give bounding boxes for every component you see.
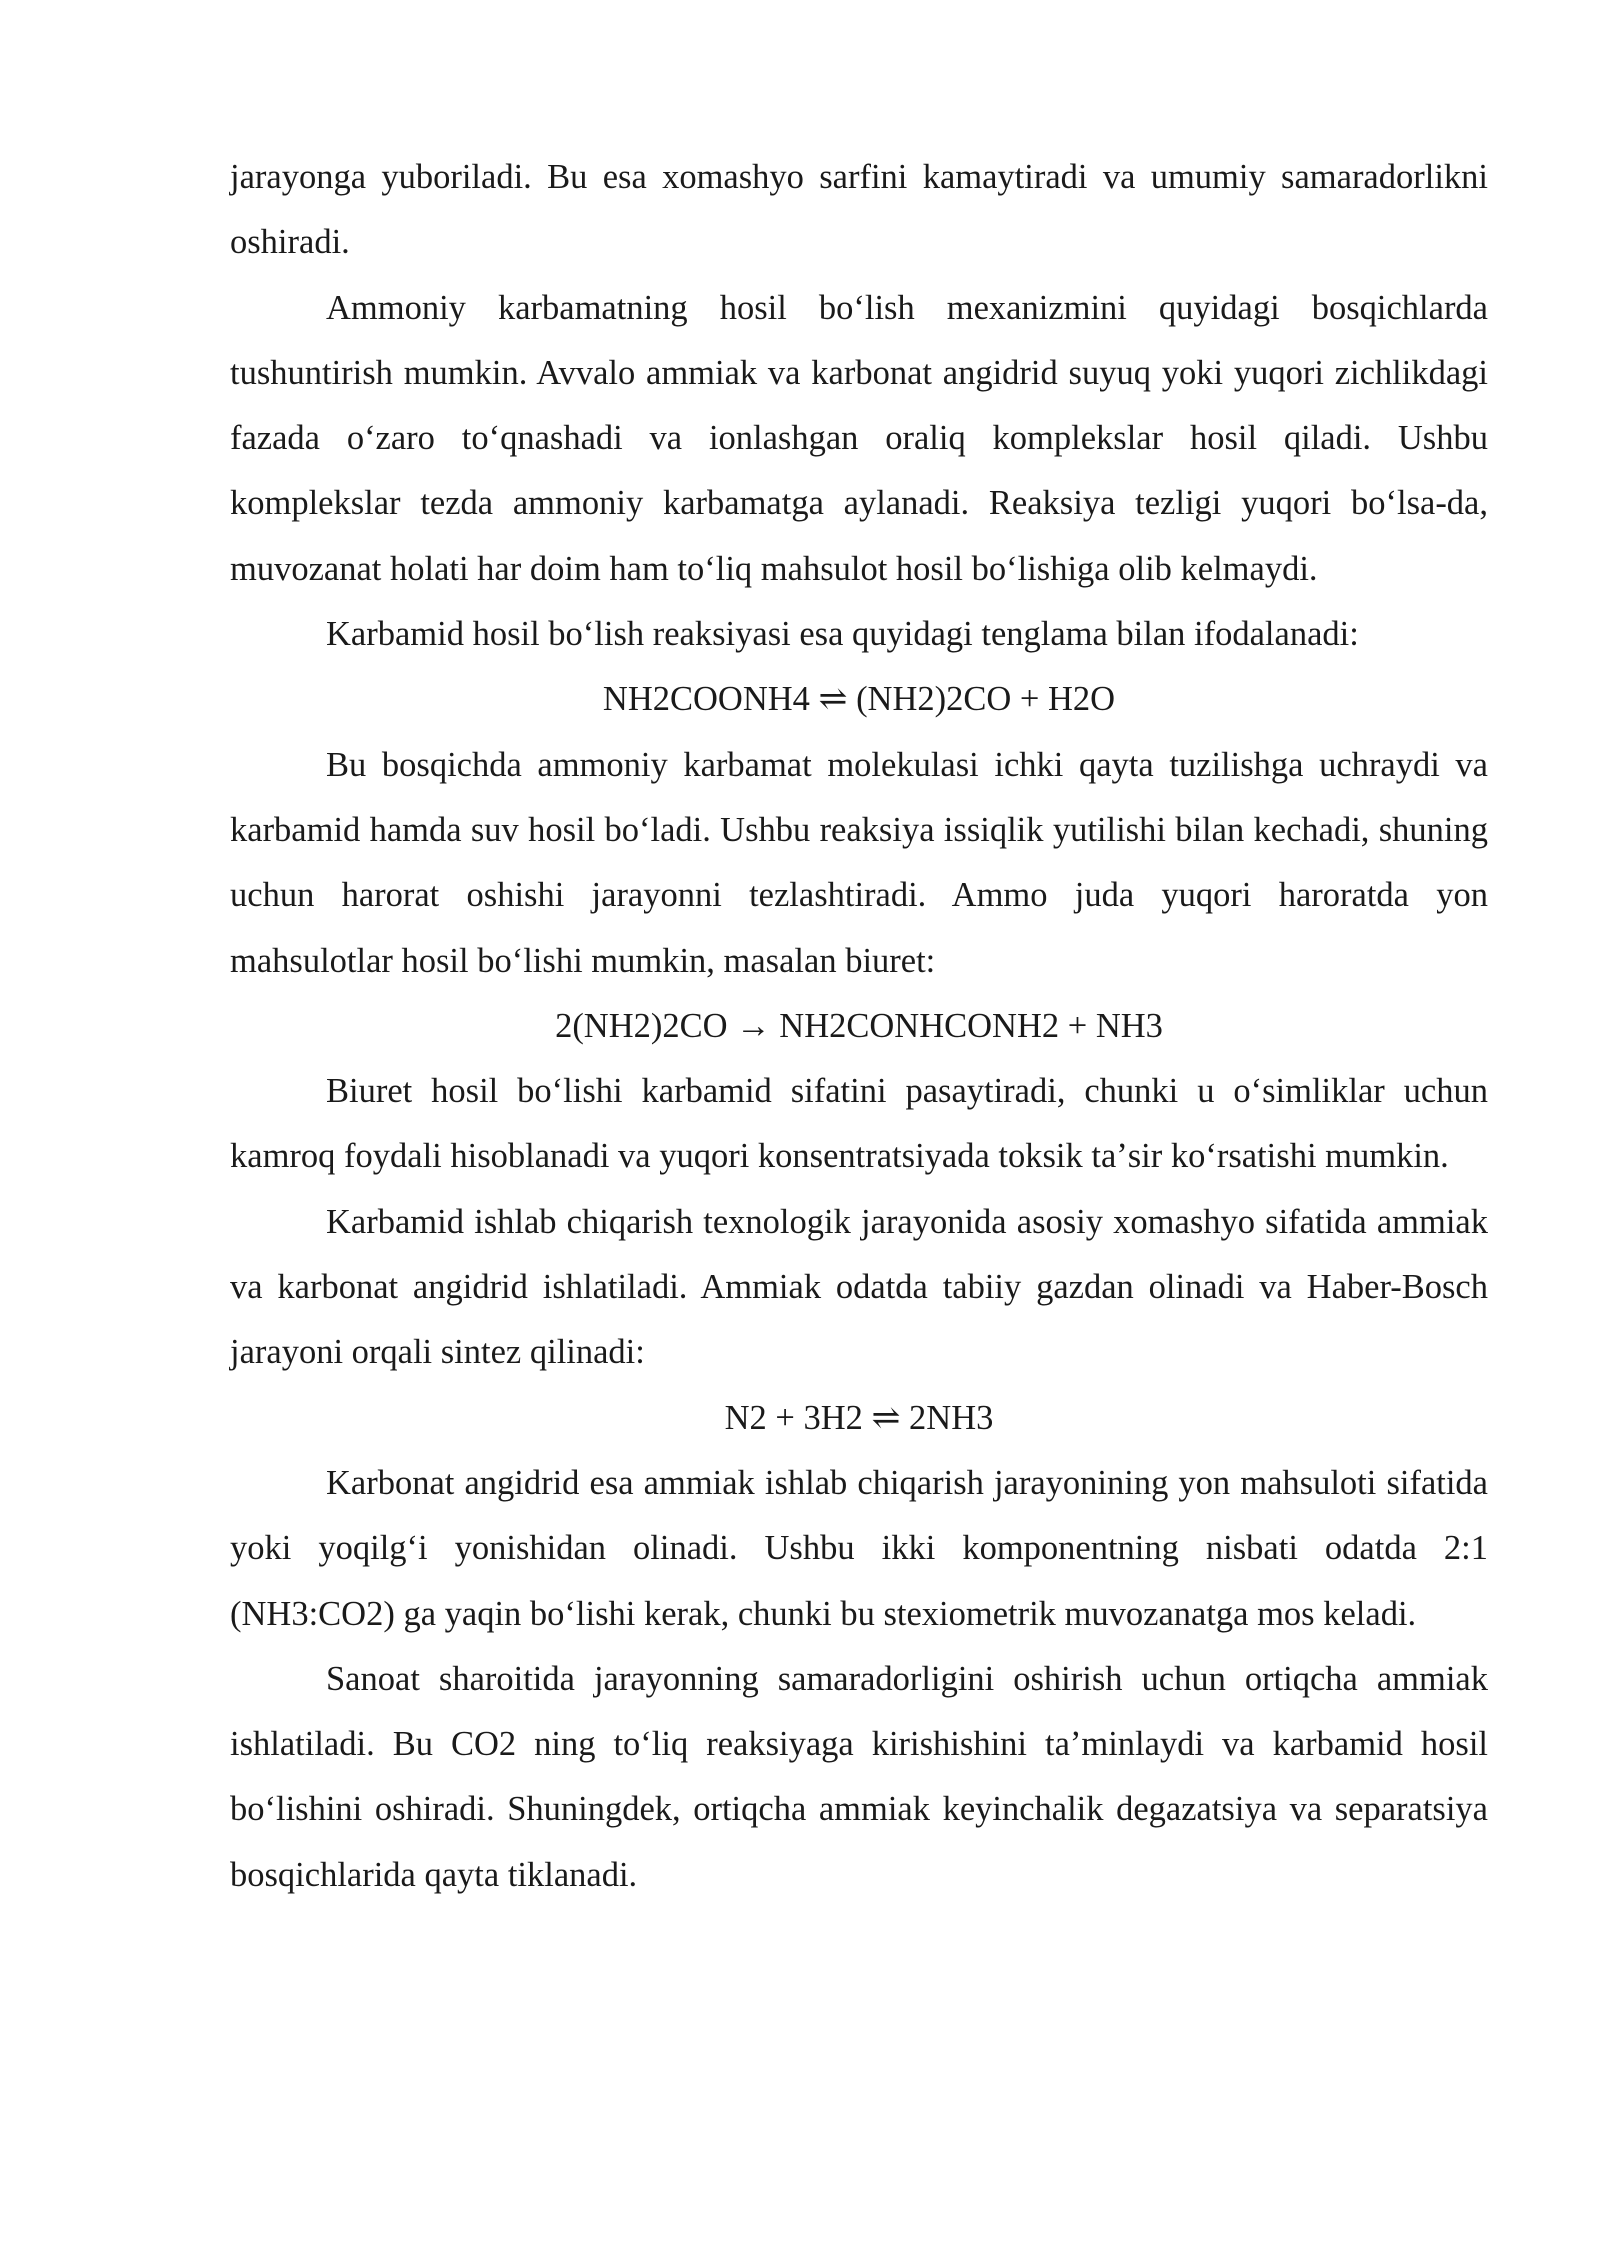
formula-haber-bosch: N2 + 3H2 ⇌ 2NH3 <box>724 1398 994 1437</box>
paragraph-1: jarayonga yuboriladi. Bu esa xomashyo sarfini kamaytiradi va umumiy samaradorlikni oshiradi. <box>230 158 1488 262</box>
formula-urea-formation: NH2COONH4 ⇌ (NH2)2CO + H2O <box>602 680 1116 719</box>
paragraph-4: Bu bosqichda ammoniy karbamat molekulasi ichki qayta tuzilishga uchraydi va karbamid hamda suv hosil boʻladi. Ushbu reaksiya issiqlik yutilishi bilan kechadi, shuning uchun harorat oshishi jarayonni tezlashtiradi. Ammo juda yuqori haroratda yon mahsulotlar hosil boʻlishi mumkin, masalan biuret: <box>230 745 1488 980</box>
document-page <box>230 145 1488 1908</box>
paragraph-3: Karbamid hosil boʻlish reaksiyasi esa quyidagi tenglama bilan ifodalanadi: <box>326 615 1359 654</box>
paragraph-7: Karbonat angidrid esa ammiak ishlab chiqarish jarayonining yon mahsuloti sifatida yoki yoqilgʻi yonishidan olinadi. Ushbu ikki komponentning nisbati odatda 2:1 (NH3:CO2) ga yaqin boʻlishi kerak, chunki bu stexiometrik muvozanatga mos keladi. <box>230 1463 1488 1633</box>
paragraph-8: Sanoat sharoitida jarayonning samaradorligini oshirish uchun ortiqcha ammiak ishlatiladi. Bu CO2 ning toʻliq reaksiyaga kirishishini taʼminlaydi va karbamid hosil boʻlishini oshiradi. Shuningdek, ortiqcha ammiak keyinchalik degazatsiya va separatsiya bosqichlarida qayta tiklanadi. <box>230 1659 1488 1894</box>
paragraph-6: Karbamid ishlab chiqarish texnologik jarayonida asosiy xomashyo sifatida ammiak va karbonat angidrid ishlatiladi. Ammiak odatda tabiiy gazdan olinadi va Haber-Bosch jarayoni orqali sintez qilinadi: <box>230 1202 1488 1372</box>
paragraph-5: Biuret hosil boʻlishi karbamid sifatini pasaytiradi, chunki u oʻsimliklar uchun kamroq foydali hisoblanadi va yuqori konsentratsiyada toksik taʼsir koʻrsatishi mumkin. <box>230 1072 1488 1176</box>
formula-biuret-formation: 2(NH2)2CO → NH2CONHCONH2 + NH3 <box>555 1006 1163 1045</box>
paragraph-2: Ammoniy karbamatning hosil boʻlish mexanizmini quyidagi bosqichlarda tushuntirish mumkin. Avvalo ammiak va karbonat angidrid suyuq yoki yuqori zichlikdagi fazada oʻzaro toʻqnashadi va ionlashgan oraliq komplekslar hosil qiladi. Ushbu komplekslar tezda ammoniy karbamatga aylanadi. Reaksiya tezligi yuqori boʻlsa-da, muvozanat holati har doim ham toʻliq mahsulot hosil boʻlishiga olib kelmaydi. <box>230 288 1488 588</box>
